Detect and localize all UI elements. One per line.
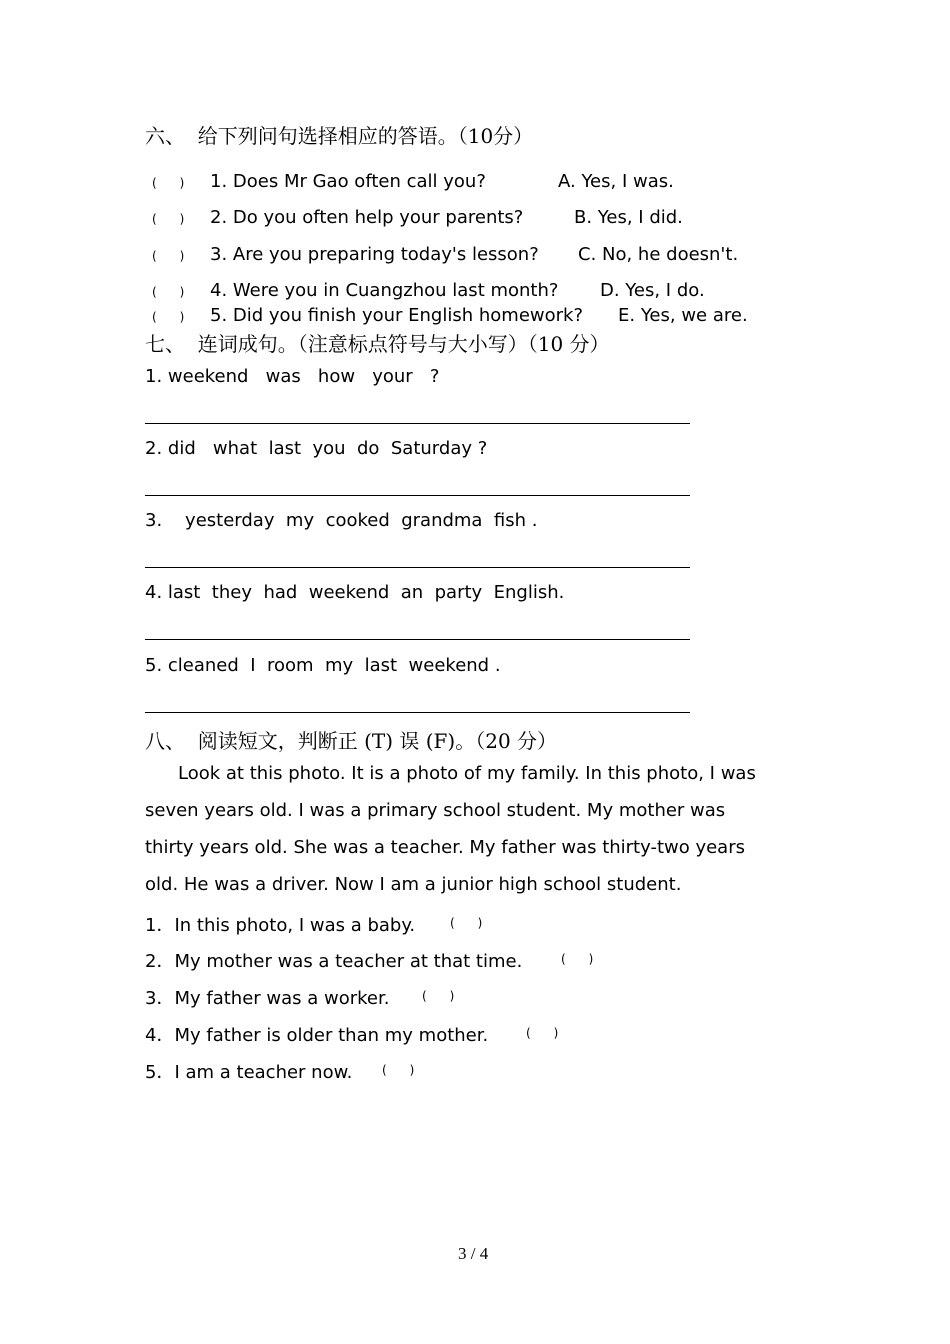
answer-blank[interactable]: ( ) [526,1026,559,1040]
answer-blank[interactable]: ( ) [422,989,455,1003]
answer-option: E. Yes, we are. [618,305,748,326]
judgement-statement: 5．I am a teacher now. [145,1062,353,1083]
answer-line[interactable] [145,495,690,496]
answer-blank[interactable]: ( ) [152,310,185,324]
passage-line: seven years old. I was a primary school student. My mother was [145,800,726,821]
question-text: 2. Do you often help your parents? [210,207,524,228]
answer-blank[interactable]: ( ) [152,249,185,263]
question-text: 1. Does Mr Gao often call you? [210,171,486,192]
question-text: 4. Were you in Cuangzhou last month? [210,280,559,301]
answer-option: D. Yes, I do. [600,280,705,301]
answer-line[interactable] [145,423,690,424]
passage-line: Look at this photo. It is a photo of my family. In this photo, I was [178,763,756,784]
answer-line[interactable] [145,567,690,568]
judgement-statement: 3．My father was a worker. [145,988,390,1009]
answer-option: C. No, he doesn't. [578,244,739,265]
answer-blank[interactable]: ( ) [450,916,483,930]
answer-option: B. Yes, I did. [574,207,683,228]
question-text: 5. Did you finish your English homework? [210,305,584,326]
passage-line: thirty years old. She was a teacher. My father was thirty-two years [145,837,745,858]
page-number: 3 / 4 [458,1244,489,1263]
answer-option: A. Yes, I was. [558,171,674,192]
answer-blank[interactable]: ( ) [561,952,594,966]
scrambled-sentence: 2. did what last you do Saturday ? [145,438,488,459]
answer-line[interactable] [145,639,690,640]
passage-line: old. He was a driver. Now I am a junior high school student. [145,874,682,895]
answer-blank[interactable]: ( ) [152,285,185,299]
scrambled-sentence: 4. last they had weekend an party English. [145,582,565,603]
judgement-statement: 4．My father is older than my mother. [145,1025,489,1046]
answer-blank[interactable]: ( ) [152,176,185,190]
judgement-statement: 1．In this photo, I was a baby. [145,915,416,936]
section-8-heading: 八、 阅读短文，判断正 (T) 误 (F)。（20 分） [145,729,558,753]
answer-blank[interactable]: ( ) [152,212,185,226]
section-6-heading: 六、 给下列问句选择相应的答语。（10分） [145,124,534,148]
answer-line[interactable] [145,712,690,713]
scrambled-sentence: 1. weekend was how your ? [145,366,440,387]
section-7-heading: 七、 连词成句。（注意标点符号与大小写）（10 分） [145,332,610,356]
answer-blank[interactable]: ( ) [382,1063,415,1077]
scrambled-sentence: 3. yesterday my cooked grandma fish . [145,510,538,531]
scrambled-sentence: 5. cleaned I room my last weekend . [145,655,501,676]
judgement-statement: 2．My mother was a teacher at that time. [145,951,523,972]
question-text: 3. Are you preparing today's lesson? [210,244,539,265]
